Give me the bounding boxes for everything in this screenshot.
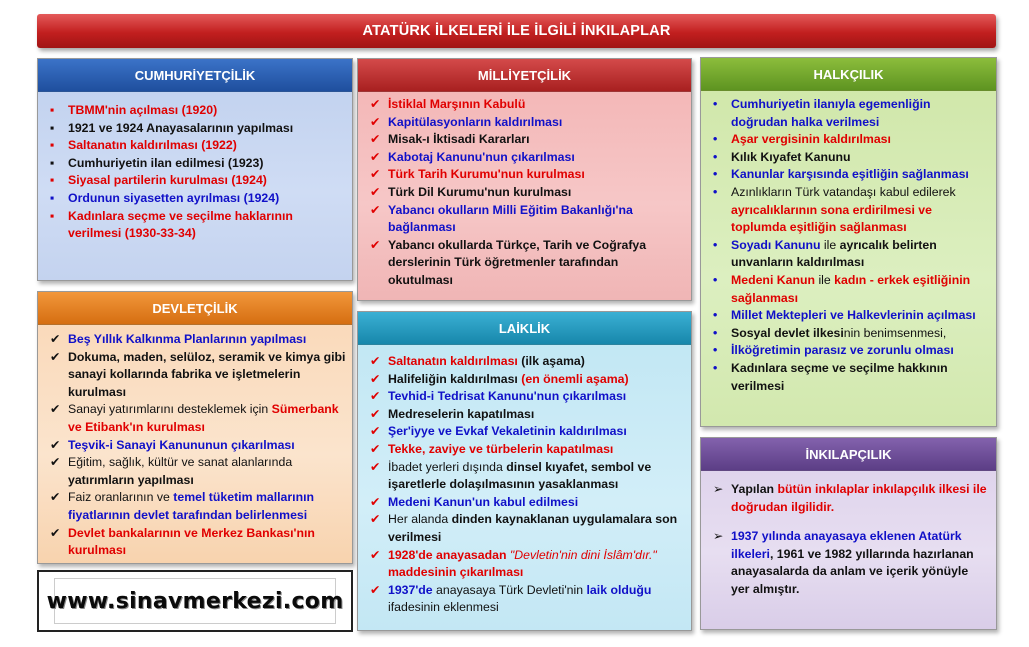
dot-bullet-icon: • — [713, 308, 718, 323]
list-item: ✔ Devlet bankalarının ve Merkez Bankası'nın kurulması — [50, 525, 315, 558]
list-item: ✔ Eğitim, sağlık, kültür ve sanat alanlarında yatırımların yapılması — [50, 455, 293, 487]
check-icon: ✔ — [370, 184, 381, 199]
dot-bullet-icon: • — [713, 149, 718, 164]
list-item: ✔ Kabotaj Kanunu'nun çıkarılması — [366, 149, 685, 167]
list-item: ✔ Medreselerin kapatılması — [366, 406, 685, 424]
list-item: ▪ Saltanatın kaldırılması (1922) — [46, 137, 346, 155]
check-icon: ✔ — [370, 132, 381, 147]
square-bullet-icon: ▪ — [50, 103, 55, 117]
list-item: ✔ 1937'de anayasaya Türk Devleti'nin laik olduğu ifadesinin eklenmesi — [370, 582, 652, 615]
panel-title: CUMHURİYETÇİLİK — [38, 59, 352, 92]
list-item: ✔ Faiz oranlarının ve temel tüketim mallarının fiyatlarının devlet tarafından belirlenmesi — [50, 490, 315, 522]
check-icon: ✔ — [370, 114, 381, 129]
check-icon: ✔ — [370, 167, 381, 182]
list-item: • Azınlıkların Türk vatandaşı kabul edilerek ayrıcalıklarının sona erdirilmesi ve toplumda eşitliğin sağlanması — [713, 184, 956, 235]
check-icon: ✔ — [370, 406, 381, 421]
check-icon: ✔ — [370, 149, 381, 164]
square-bullet-icon: ▪ — [50, 190, 55, 205]
check-icon: ✔ — [370, 424, 381, 439]
panel-milliyetcilik — [357, 58, 692, 301]
list-item: ✔ Teşvik-i Sanayi Kanununun çıkarılması — [46, 437, 346, 455]
dot-bullet-icon: • — [713, 237, 718, 252]
list-item: ✔ Yabancı okulların Milli Eğitim Bakanlığı'na bağlanması — [370, 202, 633, 235]
list-item: • Medeni Kanun ile kadın - erkek eşitliğinin sağlanması — [713, 272, 971, 305]
item-list — [701, 91, 996, 395]
list-item: ✔ Tevhid-i Tedrisat Kanunu'nun çıkarılması — [366, 388, 685, 406]
item-list — [701, 471, 996, 599]
dot-bullet-icon: • — [713, 184, 718, 199]
list-item: ✔ Beş Yıllık Kalkınma Planlarının yapılması — [46, 331, 346, 349]
panel-laiklik — [357, 311, 692, 631]
list-item: ✔ Misak-ı İktisadi Kararları — [366, 131, 685, 149]
panel-devletcilik — [37, 291, 353, 564]
list-item: ▪ TBMM'nin açılması (1920) — [46, 102, 346, 120]
check-icon: ✔ — [50, 437, 61, 452]
check-icon: ✔ — [370, 582, 381, 597]
list-item: • İlköğretimin parasız ve zorunlu olması — [709, 342, 990, 360]
square-bullet-icon: ▪ — [50, 208, 55, 223]
panel-title: HALKÇILIK — [701, 58, 996, 91]
panel-title: İNKILAPÇILIK — [701, 438, 996, 471]
list-item: • Millet Mektepleri ve Halkevlerinin açılması — [709, 307, 990, 325]
panel-cumhuriyetcilik — [37, 58, 353, 281]
list-item: ✔ Kapitülasyonların kaldırılması — [366, 114, 685, 132]
square-bullet-icon: ▪ — [50, 155, 55, 170]
square-bullet-icon: ▪ — [50, 138, 55, 153]
list-item: ▪ 1921 ve 1924 Anayasalarının yapılması — [46, 120, 346, 138]
check-icon: ✔ — [370, 354, 381, 368]
list-item: ✔ 1928'de anayasadan "Devletin'nin dini İslâm'dır." maddesinin çıkarılması — [370, 547, 657, 580]
dot-bullet-icon: • — [713, 272, 718, 287]
check-icon: ✔ — [370, 494, 381, 509]
panel-inkilapcilik — [700, 437, 997, 630]
check-icon: ✔ — [50, 349, 61, 364]
arrow-bullet-icon: ➢ — [713, 482, 724, 496]
list-item: ▪ Siyasal partilerin kurulması (1924) — [46, 172, 346, 190]
list-item: ✔ Tekke, zaviye ve türbelerin kapatılması — [366, 441, 685, 459]
dot-bullet-icon: • — [713, 343, 718, 358]
panel-halkcilik — [700, 57, 997, 427]
check-icon: ✔ — [50, 490, 61, 505]
square-bullet-icon: ▪ — [50, 173, 55, 188]
panel-title: LAİKLİK — [358, 312, 691, 345]
page-title: ATATÜRK İLKELERİ İLE İLGİLİ İNKILAPLAR — [37, 14, 996, 48]
list-item: • Aşar vergisinin kaldırılması — [709, 131, 990, 149]
list-item: ✔ Türk Tarih Kurumu'nun kurulması — [366, 166, 685, 184]
list-item: ➢ 1937 yılında anayasaya eklenen Atatürk ilkeleri, 1961 ve 1982 yıllarında hazırlanan anayasalarda da anlam ve içerik yönüyle yer almıştır. — [713, 529, 974, 596]
list-item: ✔ Sanayi yatırımlarını desteklemek için Sümerbank ve Etibank'ın kurulması — [50, 402, 339, 434]
list-item: ▪ Cumhuriyetin ilan edilmesi (1923) — [46, 155, 346, 173]
list-item: • Cumhuriyetin ilanıyla egemenliğin doğrudan halka verilmesi — [713, 97, 931, 129]
list-item: • Kılık Kıyafet Kanunu — [709, 149, 990, 167]
panel-title: DEVLETÇİLİK — [38, 292, 352, 325]
list-item: ✔ Türk Dil Kurumu'nun kurulması — [366, 184, 685, 202]
logo-text: www.sinavmerkezi.com — [46, 588, 344, 614]
list-item: ✔ Saltanatın kaldırılması (ilk aşama) — [366, 353, 685, 371]
square-bullet-icon: ▪ — [50, 120, 55, 135]
list-item: ✔ Medeni Kanun'un kabul edilmesi — [366, 494, 685, 512]
list-item: ✔ İstiklal Marşının Kabulü — [366, 96, 685, 114]
list-item: ✔ Halifeliğin kaldırılması (en önemli aşama) — [366, 371, 685, 389]
check-icon: ✔ — [50, 332, 61, 346]
check-icon: ✔ — [370, 389, 381, 404]
check-icon: ✔ — [370, 97, 381, 111]
dot-bullet-icon: • — [713, 132, 718, 147]
item-list — [358, 345, 691, 617]
list-item: • Soyadı Kanunu ile ayrıcalık belirten unvanların kaldırılması — [713, 237, 937, 270]
list-item: ✔ Her alanda dinden kaynaklanan uygulamalara son verilmesi — [370, 512, 678, 544]
list-item: ✔ Dokuma, maden, selüloz, seramik ve kimya gibi sanayi kollarında fabrika ve işletmelerin kurulması — [50, 349, 346, 399]
check-icon: ✔ — [370, 547, 381, 562]
list-item: ▪ Ordunun siyasetten ayrılması (1924) — [46, 190, 346, 208]
item-list — [38, 92, 352, 243]
check-icon: ✔ — [370, 512, 381, 527]
logo-frame — [46, 578, 344, 624]
list-item: ▪ Kadınlara seçme ve seçilme haklarının verilmesi (1930-33-34) — [50, 208, 293, 241]
list-item: ✔ Yabancı okullarda Türkçe, Tarih ve Coğrafya derslerinin Türk öğretmenler tarafından okutulması — [370, 237, 647, 287]
check-icon: ✔ — [370, 202, 381, 217]
dot-bullet-icon: • — [713, 97, 718, 111]
list-item: ✔ İbadet yerleri dışında dinsel kıyafet, sembol ve işaretlerle dolaşılmasının yasaklanması — [370, 459, 652, 492]
check-icon: ✔ — [50, 455, 61, 470]
dot-bullet-icon: • — [713, 325, 718, 340]
dot-bullet-icon: • — [713, 167, 718, 182]
item-list — [38, 325, 352, 560]
list-item: • Kadınlara seçme ve seçilme hakkının verilmesi — [713, 360, 948, 393]
check-icon: ✔ — [370, 237, 381, 252]
dot-bullet-icon: • — [713, 360, 718, 375]
list-item: • Kanunlar karşısında eşitliğin sağlanması — [709, 166, 990, 184]
check-icon: ✔ — [370, 459, 381, 474]
check-icon: ✔ — [370, 441, 381, 456]
list-item: ✔ Şer'iyye ve Evkaf Vekaletinin kaldırılması — [366, 423, 685, 441]
check-icon: ✔ — [50, 525, 61, 540]
check-icon: ✔ — [370, 371, 381, 386]
arrow-bullet-icon: ➢ — [713, 529, 724, 544]
site-logo — [37, 570, 353, 632]
list-item: • Sosyal devlet ilkesinin benimsenmesi, — [709, 325, 990, 343]
check-icon: ✔ — [50, 402, 61, 417]
list-item: ➢ Yapılan bütün inkılaplar inkılapçılık ilkesi ile doğrudan ilgilidir. — [713, 482, 987, 514]
panel-title: MİLLİYETÇİLİK — [358, 59, 691, 92]
item-list — [358, 92, 691, 290]
